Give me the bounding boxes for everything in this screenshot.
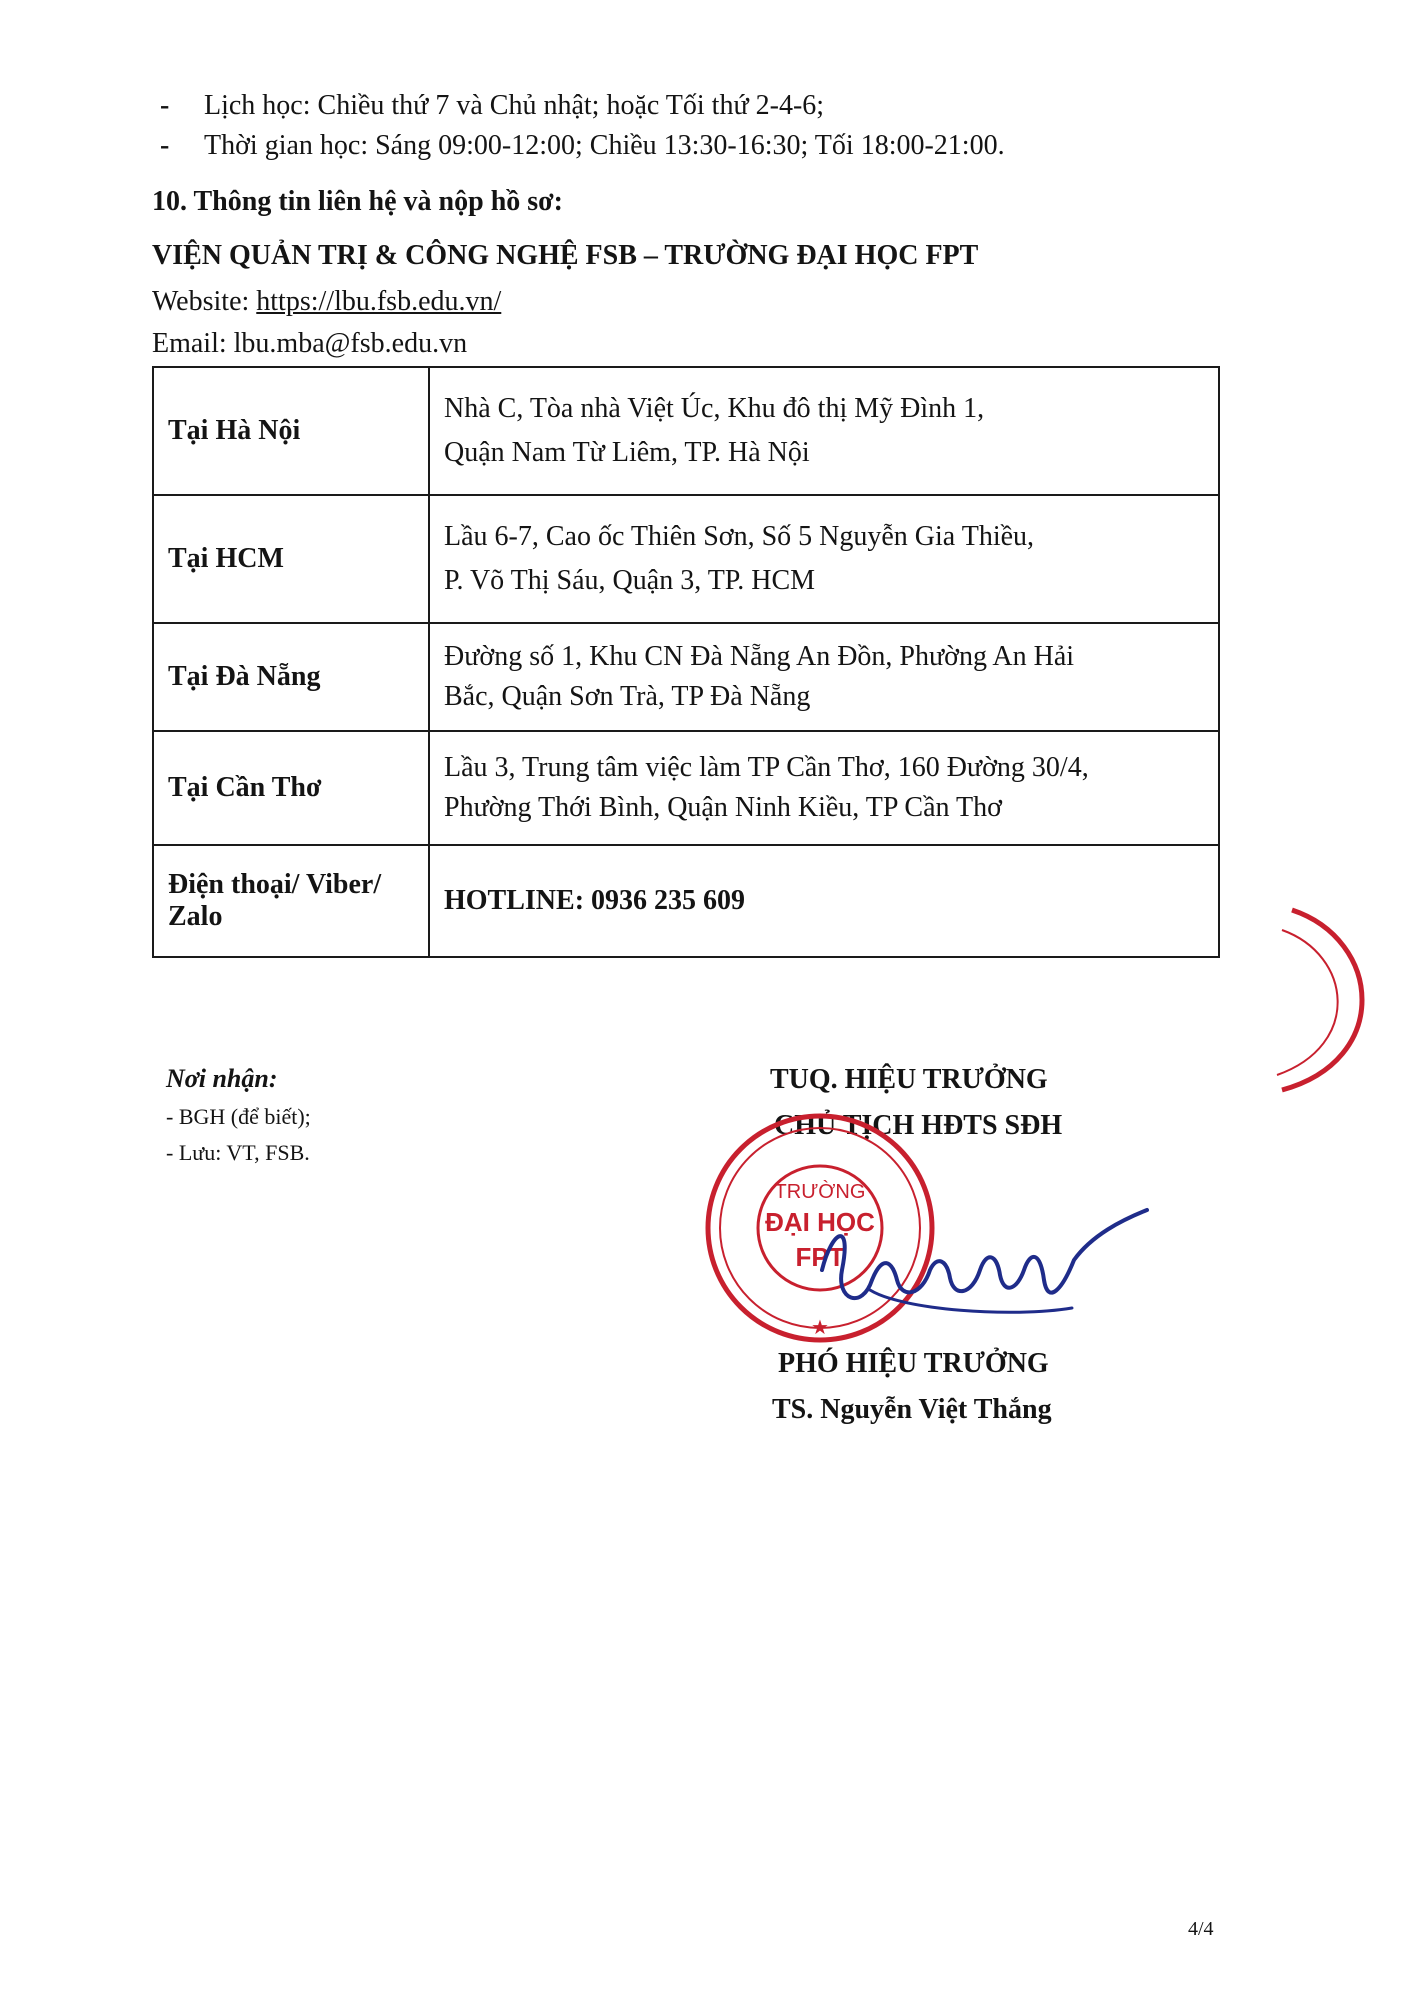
contact-table xyxy=(152,366,1220,958)
address-line: Đường số 1, Khu CN Đà Nẵng An Đồn, Phường An Hải xyxy=(444,641,1075,672)
bullet-dash: - xyxy=(160,90,170,121)
city-cell: Tại Hà Nội xyxy=(153,367,429,495)
table-row xyxy=(153,367,1219,495)
address-cell xyxy=(429,731,1219,845)
schedule-line-1 xyxy=(160,88,824,124)
table-row xyxy=(153,731,1219,845)
signer-title: CHỦ TỊCH HĐTS SĐH xyxy=(774,1110,1063,1141)
schedule-hours-text: Thời gian học: Sáng 09:00-12:00; Chiều 13:30-16:30; Tối 18:00-21:00. xyxy=(204,130,1005,161)
institute-name: VIỆN QUẢN TRỊ & CÔNG NGHỆ FSB – TRƯỜNG ĐẠI HỌC FPT xyxy=(152,240,979,271)
email-line: Email: lbu.mba@fsb.edu.vn xyxy=(152,328,468,359)
table-row xyxy=(153,495,1219,623)
address-line: Phường Thới Bình, Quận Ninh Kiều, TP Cần Thơ xyxy=(444,792,1002,823)
address-line: Quận Nam Từ Liêm, TP. Hà Nội xyxy=(444,437,810,468)
partial-stamp-icon xyxy=(1272,900,1414,1100)
address-cell xyxy=(429,623,1219,731)
phone-label-line: Zalo xyxy=(168,901,223,932)
recipient-item: - Lưu: VT, FSB. xyxy=(166,1140,310,1165)
bullet-dash: - xyxy=(160,130,170,161)
address-cell xyxy=(429,495,1219,623)
recipients-block xyxy=(166,1064,311,1166)
address-line: Lầu 3, Trung tâm việc làm TP Cần Thơ, 160 Đường 30/4, xyxy=(444,752,1089,783)
schedule-line-2 xyxy=(160,128,1005,164)
table-row xyxy=(153,623,1219,731)
address-cell xyxy=(429,367,1219,495)
svg-text:★: ★ xyxy=(811,1317,829,1339)
signer-position: PHÓ HIỆU TRƯỞNG xyxy=(778,1348,1049,1379)
city-cell: Tại Cần Thơ xyxy=(153,731,429,845)
handwritten-signature-icon xyxy=(812,1200,1152,1330)
svg-text:TRƯỜNG: TRƯỜNG xyxy=(774,1181,866,1203)
city-cell: Tại Đà Nẵng xyxy=(153,623,429,731)
section-10-heading: 10. Thông tin liên hệ và nộp hồ sơ: xyxy=(152,186,563,217)
signer-authority: TUQ. HIỆU TRƯỞNG xyxy=(770,1064,1048,1095)
website-label: Website: xyxy=(152,286,257,317)
website-line xyxy=(152,286,501,318)
address-line: Bắc, Quận Sơn Trà, TP Đà Nẵng xyxy=(444,681,811,712)
address-line: P. Võ Thị Sáu, Quận 3, TP. HCM xyxy=(444,565,816,596)
schedule-days-text: Lịch học: Chiều thứ 7 và Chủ nhật; hoặc Tối thứ 2-4-6; xyxy=(204,90,825,121)
website-link[interactable]: https://lbu.fsb.edu.vn/ xyxy=(256,286,502,317)
table-row xyxy=(153,845,1219,957)
address-line: Nhà C, Tòa nhà Việt Úc, Khu đô thị Mỹ Đình 1, xyxy=(444,393,985,424)
signer-name: TS. Nguyễn Việt Thắng xyxy=(772,1394,1052,1425)
phone-label-cell xyxy=(153,845,429,957)
address-line: Lầu 6-7, Cao ốc Thiên Sơn, Số 5 Nguyễn Gia Thiều, xyxy=(444,521,1035,552)
hotline-cell: HOTLINE: 0936 235 609 xyxy=(429,845,1219,957)
city-cell: Tại HCM xyxy=(153,495,429,623)
svg-text:ĐẠI HỌC: ĐẠI HỌC xyxy=(765,1207,875,1237)
svg-text:FPT: FPT xyxy=(795,1242,845,1272)
recipient-item: - BGH (để biết); xyxy=(166,1104,311,1129)
phone-label-line: Điện thoại/ Viber/ xyxy=(168,869,382,900)
page-number: 4/4 xyxy=(1188,1918,1214,1940)
recipients-title: Nơi nhận: xyxy=(166,1064,278,1093)
